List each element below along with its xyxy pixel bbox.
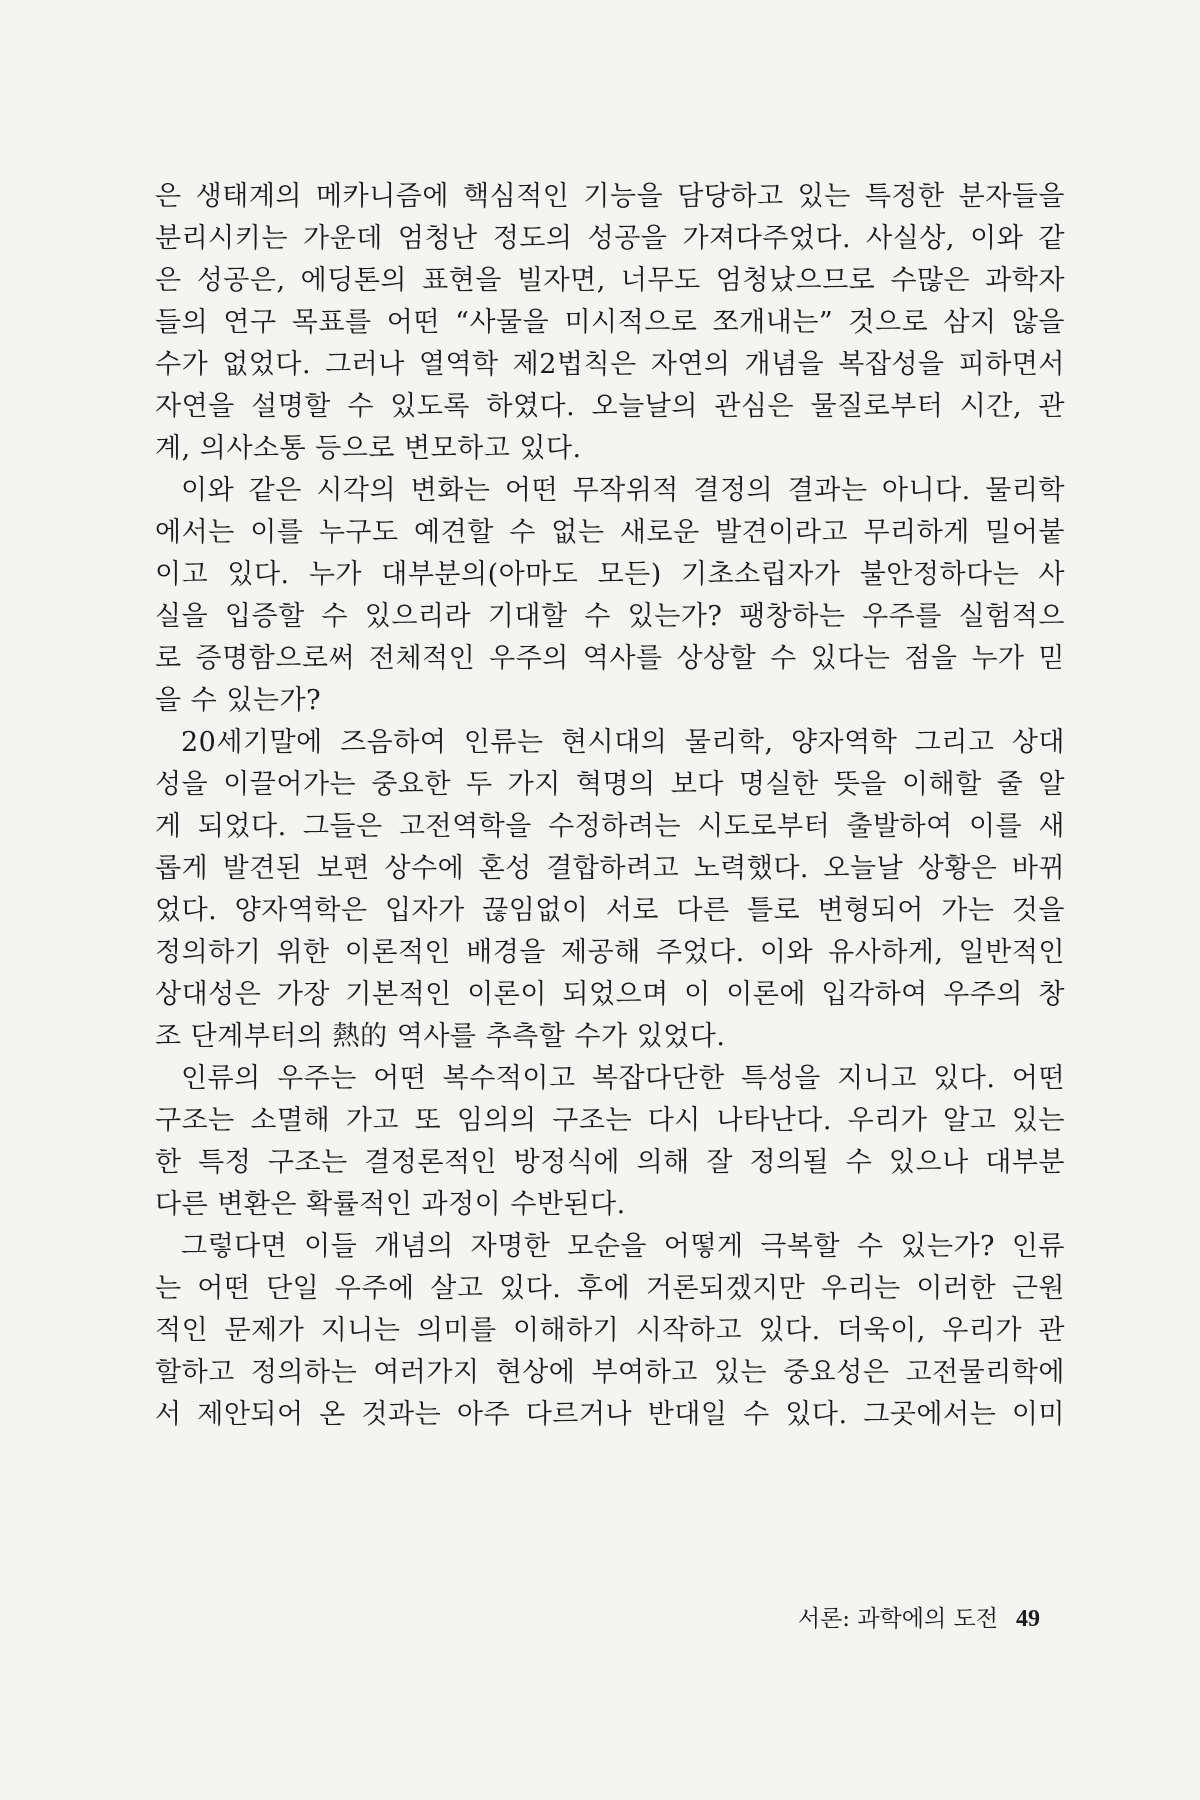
page-number: 49 — [1016, 1606, 1040, 1632]
text-line: 조 단계부터의 熱的 역사를 추측할 수가 있었다. — [155, 1021, 726, 1052]
text-line: 에서는 이를 누구도 예견할 수 없는 새로운 발견이라고 무리하게 밀어붙 — [155, 517, 1065, 548]
page-body — [155, 176, 1065, 1436]
text-line: 상대성은 가장 기본적인 이론이 되었으며 이 이론에 입각하여 우주의 창 — [155, 979, 1065, 1010]
text-line: 인류의 우주는 어떤 복수적이고 복잡다단한 특성을 지니고 있다. 어떤 — [181, 1063, 1065, 1094]
text-line: 들의 연구 목표를 어떤 “사물을 미시적으로 쪼개내는” 것으로 삼지 않을 — [155, 307, 1065, 338]
text-line: 그렇다면 이들 개념의 자명한 모순을 어떻게 극복할 수 있는가? 인류 — [181, 1231, 1065, 1262]
text-line: 이고 있다. 누가 대부분의(아마도 모든) 기초소립자가 불안정하다는 사 — [155, 559, 1065, 590]
text-line: 는 어떤 단일 우주에 살고 있다. 후에 거론되겠지만 우리는 이러한 근원 — [155, 1273, 1065, 1304]
text-line: 자연을 설명할 수 있도록 하였다. 오늘날의 관심은 물질로부터 시간, 관 — [155, 391, 1065, 422]
text-line: 20세기말에 즈음하여 인류는 현시대의 물리학, 양자역학 그리고 상대 — [181, 727, 1065, 758]
paragraph-4 — [155, 1058, 1065, 1226]
page-footer — [798, 1600, 1040, 1633]
paragraph-1 — [155, 176, 1065, 470]
text-line: 계, 의사소통 등으로 변모하고 있다. — [155, 433, 582, 464]
text-line: 게 되었다. 그들은 고전역학을 수정하려는 시도로부터 출발하여 이를 새 — [155, 811, 1065, 842]
text-line: 성을 이끌어가는 중요한 두 가지 혁명의 보다 명실한 뜻을 이해할 줄 알 — [155, 769, 1065, 800]
text-line: 롭게 발견된 보편 상수에 혼성 결합하려고 노력했다. 오늘날 상황은 바뀌 — [155, 853, 1065, 884]
running-section-title: 서론: 과학에의 도전 — [797, 1606, 998, 1632]
text-line: 한 특정 구조는 결정론적인 방정식에 의해 잘 정의될 수 있으나 대부분 — [155, 1147, 1065, 1178]
text-line: 서 제안되어 온 것과는 아주 다르거나 반대일 수 있다. 그곳에서는 이미 — [155, 1399, 1065, 1430]
text-line: 구조는 소멸해 가고 또 임의의 구조는 다시 나타난다. 우리가 알고 있는 — [155, 1105, 1065, 1136]
paragraph-5 — [155, 1226, 1065, 1436]
text-line: 로 증명함으로써 전체적인 우주의 역사를 상상할 수 있다는 점을 누가 믿 — [155, 643, 1065, 674]
paragraph-2 — [155, 470, 1065, 722]
text-line: 이와 같은 시각의 변화는 어떤 무작위적 결정의 결과는 아니다. 물리학 — [181, 475, 1065, 506]
text-line: 할하고 정의하는 여러가지 현상에 부여하고 있는 중요성은 고전물리학에 — [155, 1357, 1065, 1388]
paragraph-3 — [155, 722, 1065, 1058]
text-line: 다른 변환은 확률적인 과정이 수반된다. — [155, 1189, 626, 1220]
text-line: 을 수 있는가? — [155, 685, 322, 716]
text-line: 은 성공은, 에딩톤의 표현을 빌자면, 너무도 엄청났으므로 수많은 과학자 — [155, 265, 1065, 296]
text-line: 정의하기 위한 이론적인 배경을 제공해 주었다. 이와 유사하게, 일반적인 — [155, 937, 1065, 968]
text-line: 수가 없었다. 그러나 열역학 제2법칙은 자연의 개념을 복잡성을 피하면서 — [155, 349, 1065, 380]
text-line: 분리시키는 가운데 엄청난 정도의 성공을 가져다주었다. 사실상, 이와 같 — [155, 223, 1065, 254]
text-line: 은 생태계의 메카니즘에 핵심적인 기능을 담당하고 있는 특정한 분자들을 — [155, 181, 1065, 212]
text-line: 적인 문제가 지니는 의미를 이해하기 시작하고 있다. 더욱이, 우리가 관 — [155, 1315, 1065, 1346]
text-line: 었다. 양자역학은 입자가 끊임없이 서로 다른 틀로 변형되어 가는 것을 — [155, 895, 1065, 926]
text-line: 실을 입증할 수 있으리라 기대할 수 있는가? 팽창하는 우주를 실험적으 — [155, 601, 1065, 632]
